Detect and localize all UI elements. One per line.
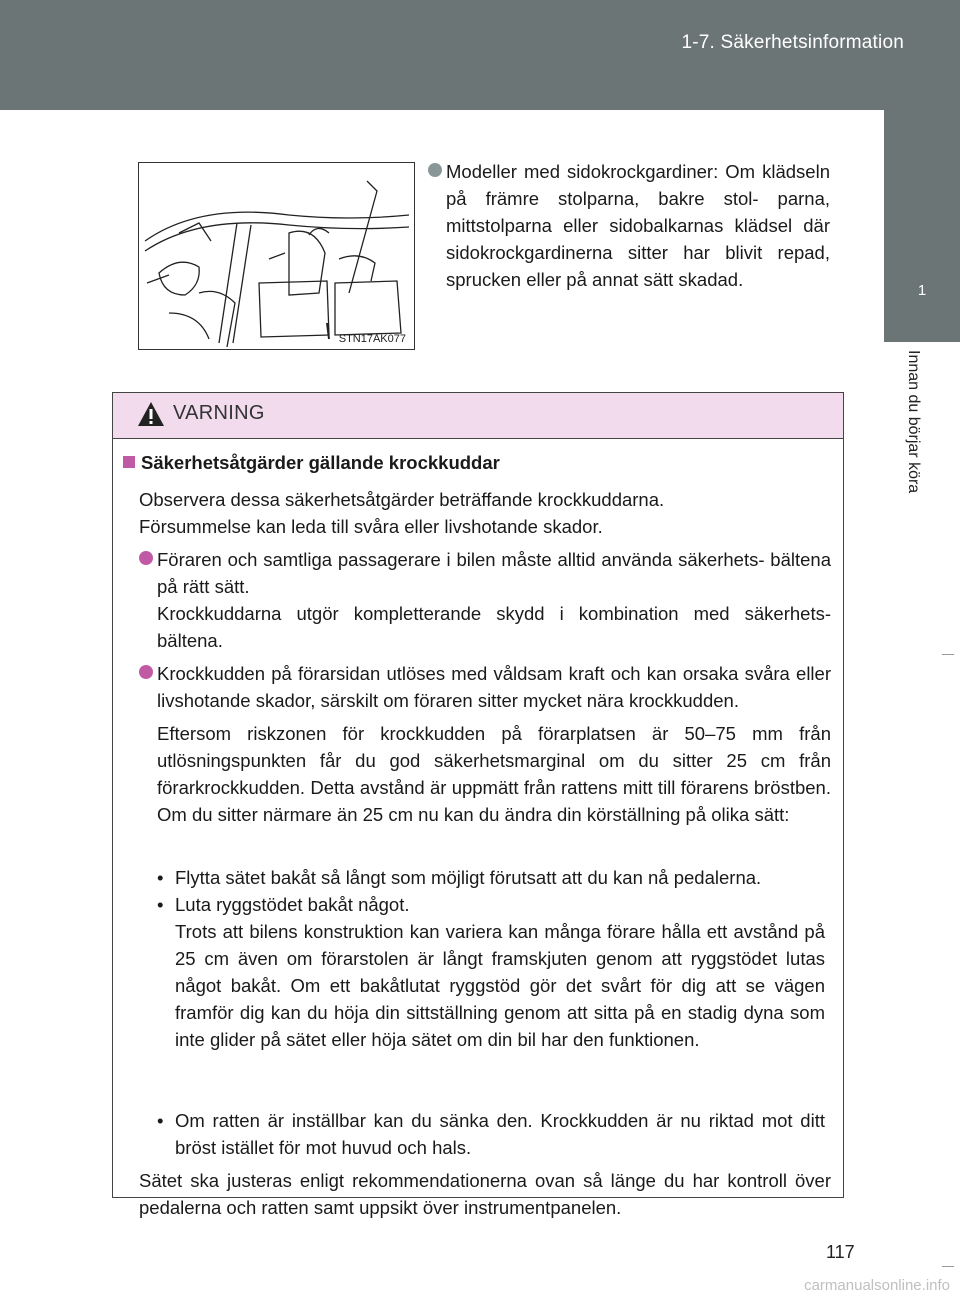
bullet-dot-icon bbox=[428, 163, 442, 177]
closing-paragraph: Sätet ska justeras enligt rekommendationerna ovan så länge du har kontroll över pedalerna och ratten samt uppsikt över instrumentpanelen. bbox=[139, 1170, 831, 1218]
crop-mark bbox=[942, 1266, 954, 1267]
dash-item bbox=[157, 864, 825, 891]
airbag-precautions-heading bbox=[123, 452, 500, 474]
bullet-dot-icon bbox=[139, 665, 153, 679]
recline-detail: Trots att bilens konstruktion kan variera kan många förare hålla ett avstånd på 25 cm även om förarstolen är långt framskjuten genom att ryggstödet lutas något bakåt. Om ett bakåtlutat ryggstöd gör det svårt för dig att se vägen framför dig kan du höja din sittställning genom att sitta på en stadig dyna som inte glider på sätet eller höja sätet om din bil har den funktionen. bbox=[175, 921, 825, 1050]
watermark: carmanualsonline.info bbox=[804, 1277, 950, 1294]
dash-mark: • bbox=[157, 867, 164, 888]
warning-title: VARNING bbox=[173, 402, 265, 424]
intro-line-1: Observera dessa säkerhetsåtgärder beträffande krockkuddarna. bbox=[139, 489, 665, 510]
airbag-illustration bbox=[138, 162, 415, 350]
dash-text: Luta ryggstödet bakåt något. bbox=[175, 894, 410, 915]
driver-airbag-bullet bbox=[157, 660, 831, 714]
bullet-dot-icon bbox=[139, 551, 153, 565]
seatbelt-text: Föraren och samtliga passagerare i bilen måste alltid använda säkerhets- bältena på rätt sätt. bbox=[157, 549, 831, 597]
heading-text: Säkerhetsåtgärder gällande krockkuddar bbox=[141, 452, 500, 473]
driver-airbag-text: Krockkudden på förarsidan utlöses med våldsam kraft och kan orsaka svåra eller livshotande skador, särskilt om föraren sitter mycket nära krockkudden. bbox=[157, 663, 831, 711]
dash-item bbox=[157, 1107, 825, 1161]
header-band bbox=[0, 0, 960, 110]
chapter-label: Innan du börjar köra bbox=[905, 350, 922, 494]
square-bullet-icon bbox=[123, 456, 135, 468]
figure-code: STN17AK077 bbox=[338, 333, 406, 345]
side-curtain-bullet bbox=[446, 158, 830, 293]
intro-line-2: Försummelse kan leda till svåra eller livshotande skador. bbox=[139, 516, 603, 537]
warning-header bbox=[113, 393, 843, 439]
side-curtain-text: Modeller med sidokrockgardiner: Om klädseln på främre stolparna, bakre stol- parna, mittstolparna eller sidobalkarnas klädsel där sidokrockgardinerna sitter har blivit repad, sprucken eller på annat sätt skadad. bbox=[446, 161, 830, 290]
dash-mark: • bbox=[157, 894, 164, 915]
car-interior-drawing bbox=[139, 163, 414, 349]
warning-triangle-icon bbox=[137, 401, 165, 427]
chapter-number: 1 bbox=[917, 282, 927, 299]
dash-item bbox=[157, 891, 825, 918]
seatbelt-bullet bbox=[157, 546, 831, 600]
chapter-tab bbox=[884, 110, 960, 342]
warning-box bbox=[112, 392, 844, 1218]
crop-mark bbox=[942, 654, 954, 655]
supplemental-text: Krockkuddarna utgör kompletterande skydd i kombination med säkerhets- bältena. bbox=[157, 603, 831, 651]
dash-mark: • bbox=[157, 1110, 164, 1131]
chapter-label-tab bbox=[884, 342, 960, 1300]
dash-text: Flytta sätet bakåt så långt som möjligt förutsatt att du kan nå pedalerna. bbox=[175, 867, 762, 888]
page-number: 117 bbox=[826, 1242, 855, 1262]
risk-zone-paragraph: Eftersom riskzonen för krockkudden på förarplatsen är 50–75 mm från utlösningspunkten får du god säkerhetsmarginal om du sitter 25 cm från förarkrockkudden. Detta avstånd är uppmätt från rattens mitt till förarens bröstben. Om du sitter närmare än 25 cm nu kan du ändra din körställning på olika sätt: bbox=[157, 723, 831, 825]
dash-text: Om ratten är inställbar kan du sänka den. Krockkudden är nu riktad mot ditt bröst istället för mot huvud och hals. bbox=[175, 1110, 825, 1158]
section-title: 1-7. Säkerhetsinformation bbox=[681, 32, 904, 53]
